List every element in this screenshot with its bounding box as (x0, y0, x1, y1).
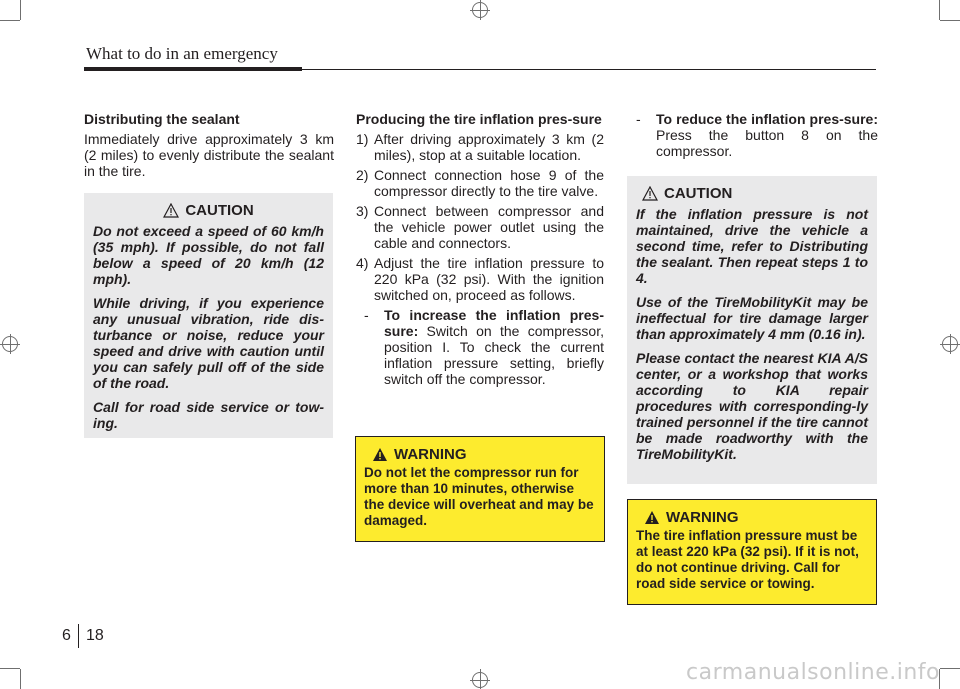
caution-paragraph: Call for road side service or tow-ing. (93, 399, 324, 431)
warning-text: The tire inflation pressure must be at least 220 kPa (32 psi). If it is not, do not continue driving. Call for road side service or towing. (636, 528, 859, 591)
step-number: 2) (356, 167, 369, 183)
crop-mark (0, 668, 20, 669)
caution-paragraph: Please contact the nearest KIA A/S center, or a workshop that works according to KIA repair procedures with corresponding-ly trained personnel if the tire cannot be made roadworthy with the TireMobilityKit. (636, 350, 868, 462)
sub-step-dash: - (636, 111, 641, 127)
warning-box (627, 499, 877, 605)
caution-title (93, 202, 324, 219)
registration-circle (942, 336, 958, 352)
watermark-text: carmanualsonline.info (686, 660, 940, 685)
sub-step-text: Switch on the compressor, position I. To check the current inflation pressure setting, briefly switch off the compressor. (384, 323, 604, 387)
header-rule-accent (84, 67, 302, 71)
section-title: What to do in an emergency (86, 44, 278, 63)
warning-triangle-icon (372, 447, 388, 462)
section-heading: Producing the tire inflation pres-sure (356, 111, 602, 127)
step-number: 1) (356, 131, 369, 147)
warning-label: WARNING (394, 446, 467, 463)
caution-box (84, 193, 333, 438)
registration-circle (472, 672, 488, 688)
body-paragraph: Immediately drive approximately 3 km (2 miles) to evenly distribute the sealant in the tire. (84, 131, 334, 179)
list-item (356, 167, 604, 199)
crop-mark (20, 0, 21, 20)
chapter-number: 6 (62, 627, 71, 644)
sub-step-label: To reduce the inflation pres-sure: (656, 111, 878, 127)
caution-label: CAUTION (664, 185, 733, 202)
page-number: 18 (86, 627, 104, 644)
crop-mark (940, 668, 960, 669)
step-text: Connect connection hose 9 of the compressor directly to the tire valve. (374, 167, 604, 199)
list-item (356, 255, 604, 303)
step-text: Connect between compressor and the vehicle power outlet using the cable and connectors. (374, 203, 604, 251)
list-item (356, 203, 604, 251)
caution-paragraph: While driving, if you experience any unusual vibration, ride dis-turbance or noise, reduce your speed and drive with caution until you can safely pull off of the side of the road. (93, 295, 324, 391)
warning-title (364, 446, 596, 463)
caution-triangle-icon (642, 186, 658, 201)
step-number: 4) (356, 255, 369, 271)
sub-step (356, 307, 604, 387)
registration-circle (2, 336, 18, 352)
sub-step-text: Press the button 8 on the compressor. (656, 127, 878, 159)
column-2 (356, 111, 604, 387)
warning-label: WARNING (666, 509, 739, 526)
warning-box (355, 436, 605, 542)
warning-title (636, 509, 868, 526)
registration-circle (472, 2, 488, 18)
sub-step (628, 111, 878, 159)
caution-paragraph: Use of the TireMobilityKit may be ineffectual for tire damage larger than approximately 4 mm (0.16 in). (636, 294, 868, 342)
caution-title (636, 185, 868, 202)
page-number-divider (78, 624, 79, 648)
sub-step-label: To increase the inflation pres-sure: (384, 307, 604, 339)
step-text: Adjust the tire inflation pressure to 220 kPa (32 psi). With the ignition switched on, proceed as follows. (374, 255, 604, 303)
section-heading: Distributing the sealant (84, 111, 240, 127)
caution-box (627, 176, 877, 484)
step-number: 3) (356, 203, 369, 219)
crop-mark (0, 20, 20, 21)
list-item (356, 131, 604, 163)
caution-paragraph: Do not exceed a speed of 60 km/h (35 mph). If possible, do not fall below a speed of 20 km/h (12 mph). (93, 223, 324, 287)
crop-mark (940, 20, 960, 21)
crop-mark (20, 669, 21, 689)
caution-label: CAUTION (185, 202, 254, 219)
caution-paragraph: If the inflation pressure is not maintained, drive the vehicle a second time, refer to Distributing the sealant. Then repeat steps 1 to 4. (636, 206, 868, 286)
caution-triangle-icon (163, 203, 179, 218)
crop-mark (939, 0, 940, 20)
column-3 (628, 111, 878, 159)
warning-text: Do not let the compressor run for more than 10 minutes, otherwise the device will overheat and may be damaged. (364, 465, 594, 528)
column-1 (84, 111, 334, 179)
step-text: After driving approximately 3 km (2 miles), stop at a suitable location. (374, 131, 604, 163)
warning-triangle-icon (644, 510, 660, 525)
sub-step-dash: - (364, 307, 369, 323)
steps-list (356, 131, 604, 303)
